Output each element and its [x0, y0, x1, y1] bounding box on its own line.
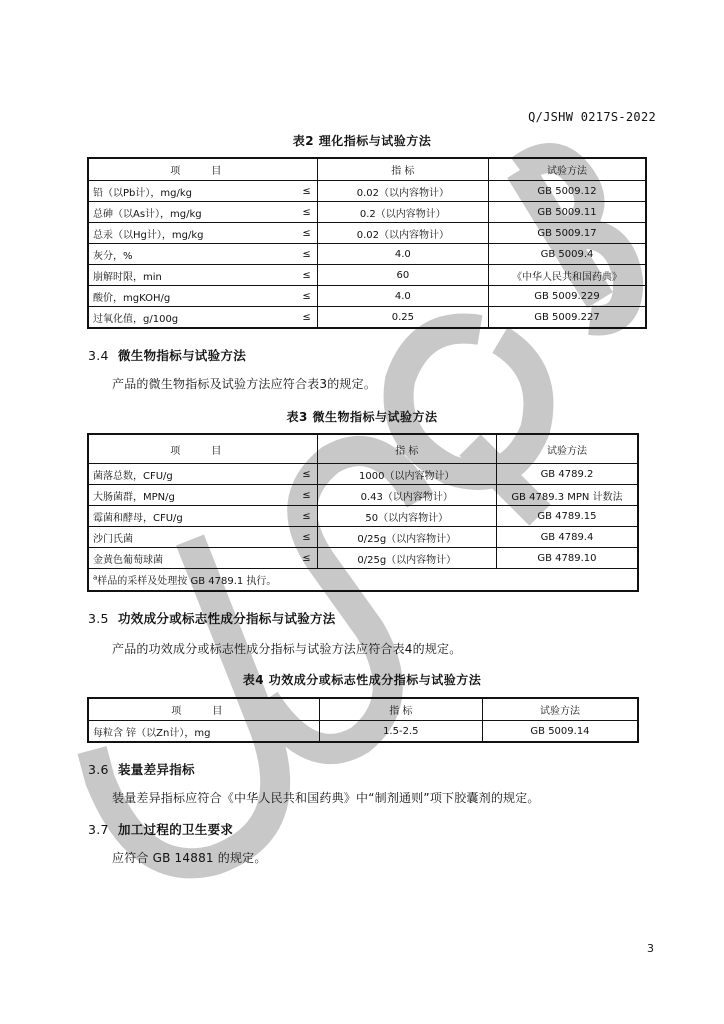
- row-value: 0.25: [317, 307, 488, 329]
- row-item: 崩解时限，min: [88, 265, 287, 286]
- row-method: GB 5009.12: [488, 181, 646, 202]
- header-item: 项 目: [88, 698, 319, 721]
- row-method: GB 4789.10: [496, 548, 638, 569]
- table3: [87, 433, 639, 592]
- row-item: 菌落总数，CFU/g: [88, 464, 287, 485]
- header-indicator: 指 标: [317, 434, 496, 464]
- section-number: 3.6: [88, 762, 109, 777]
- header-method: 试验方法: [488, 158, 646, 181]
- row-method: GB 4789.3 MPN 计数法: [496, 485, 638, 506]
- table-footnote-row: [88, 569, 638, 592]
- footnote-mark: a: [93, 573, 98, 582]
- row-value: 1000（以内容物计）: [317, 464, 496, 485]
- row-symbol: ≤: [287, 464, 317, 485]
- table-row: [88, 244, 646, 265]
- header-method: 试验方法: [482, 698, 638, 721]
- section-title: 装量差异指标: [118, 762, 195, 777]
- section-3-7-heading: [88, 820, 233, 838]
- table-row: [88, 464, 638, 485]
- row-method: GB 4789.2: [496, 464, 638, 485]
- row-value: 4.0: [317, 286, 488, 307]
- section-number: 3.5: [88, 611, 109, 626]
- row-item: 铅（以Pb计），mg/kg: [88, 181, 287, 202]
- row-value: 0.2（以内容物计）: [317, 202, 488, 223]
- row-symbol: ≤: [287, 506, 317, 527]
- section-3-4-heading: [88, 346, 246, 364]
- row-method: GB 5009.14: [482, 721, 638, 743]
- section-3-6-text: 装量差异指标应符合《中华人民共和国药典》中“制剂通则”项下胶囊剂的规定。: [112, 791, 540, 805]
- row-symbol: ≤: [287, 548, 317, 569]
- row-item: 金黄色葡萄球菌: [88, 548, 287, 569]
- row-symbol: ≤: [287, 485, 317, 506]
- page-number: 3: [647, 942, 654, 955]
- table-header-row: [88, 158, 646, 181]
- section-3-5-text: 产品的功效成分或标志性成分指标与试验方法应符合表4的规定。: [112, 642, 462, 656]
- row-value: 4.0: [317, 244, 488, 265]
- row-item: 大肠菌群，MPN/g: [88, 485, 287, 506]
- row-value: 0.43（以内容物计）: [317, 485, 496, 506]
- table-row: [88, 307, 646, 329]
- section-title: 功效成分或标志性成分指标与试验方法: [118, 611, 336, 626]
- row-item: 霉菌和酵母，CFU/g: [88, 506, 287, 527]
- row-value: 60: [317, 265, 488, 286]
- row-method: GB 5009.17: [488, 223, 646, 244]
- row-method: GB 5009.227: [488, 307, 646, 329]
- row-symbol: ≤: [287, 307, 317, 329]
- row-item: 过氧化值，g/100g: [88, 307, 287, 329]
- row-method: GB 5009.229: [488, 286, 646, 307]
- table-row: [88, 506, 638, 527]
- section-3-4-text: 产品的微生物指标及试验方法应符合表3的规定。: [112, 377, 377, 391]
- table-row: [88, 286, 646, 307]
- row-symbol: ≤: [287, 223, 317, 244]
- row-symbol: ≤: [287, 527, 317, 548]
- table2: [87, 157, 647, 329]
- section-title: 微生物指标与试验方法: [118, 348, 247, 363]
- row-method: GB 5009.4: [488, 244, 646, 265]
- table-row: [88, 181, 646, 202]
- section-3-7-text: 应符合 GB 14881 的规定。: [112, 851, 267, 865]
- row-symbol: ≤: [287, 181, 317, 202]
- table-row: [88, 548, 638, 569]
- header-item: 项 目: [88, 158, 317, 181]
- row-method: GB 5009.11: [488, 202, 646, 223]
- table4: [87, 697, 639, 743]
- row-method: GB 4789.15: [496, 506, 638, 527]
- footnote-text: 样品的采样及处理按 GB 4789.1 执行。: [97, 576, 277, 587]
- table-header-row: [88, 698, 638, 721]
- row-item: 灰分，%: [88, 244, 287, 265]
- section-number: 3.4: [88, 348, 109, 363]
- table-row: [88, 485, 638, 506]
- row-value: 0/25g（以内容物计）: [317, 527, 496, 548]
- section-title: 加工过程的卫生要求: [118, 822, 234, 837]
- table-row: [88, 202, 646, 223]
- row-item: 每粒含 锌（以Zn计），mg: [88, 721, 319, 743]
- row-method: GB 4789.4: [496, 527, 638, 548]
- row-item: 沙门氏菌: [88, 527, 287, 548]
- section-3-6-heading: [88, 760, 195, 778]
- header-method: 试验方法: [496, 434, 638, 464]
- document-code: Q/JSHW 0217S-2022: [528, 110, 656, 124]
- table-footnote: [88, 569, 638, 592]
- row-value: 0.02（以内容物计）: [317, 181, 488, 202]
- row-item: 总砷（以As计），mg/kg: [88, 202, 287, 223]
- section-number: 3.7: [88, 822, 109, 837]
- table4-caption: 表4 功效成分或标志性成分指标与试验方法: [242, 673, 482, 687]
- row-value: 1.5-2.5: [319, 721, 482, 743]
- header-item: 项 目: [88, 434, 317, 464]
- row-symbol: ≤: [287, 265, 317, 286]
- row-item: 酸价，mgKOH/g: [88, 286, 287, 307]
- table-row: [88, 265, 646, 286]
- table3-caption: 表3 微生物指标与试验方法: [286, 410, 438, 424]
- section-3-5-heading: [88, 609, 336, 627]
- table2-caption: 表2 理化指标与试验方法: [292, 134, 432, 148]
- row-value: 0.02（以内容物计）: [317, 223, 488, 244]
- table-row: [88, 721, 638, 743]
- header-indicator: 指 标: [317, 158, 488, 181]
- header-indicator: 指 标: [319, 698, 482, 721]
- row-symbol: ≤: [287, 202, 317, 223]
- row-value: 0/25g（以内容物计）: [317, 548, 496, 569]
- row-symbol: ≤: [287, 286, 317, 307]
- table-row: [88, 527, 638, 548]
- row-method: 《中华人民共和国药典》: [488, 265, 646, 286]
- row-symbol: ≤: [287, 244, 317, 265]
- row-value: 50（以内容物计）: [317, 506, 496, 527]
- row-item: 总汞（以Hg计），mg/kg: [88, 223, 287, 244]
- table-row: [88, 223, 646, 244]
- table-header-row: [88, 434, 638, 464]
